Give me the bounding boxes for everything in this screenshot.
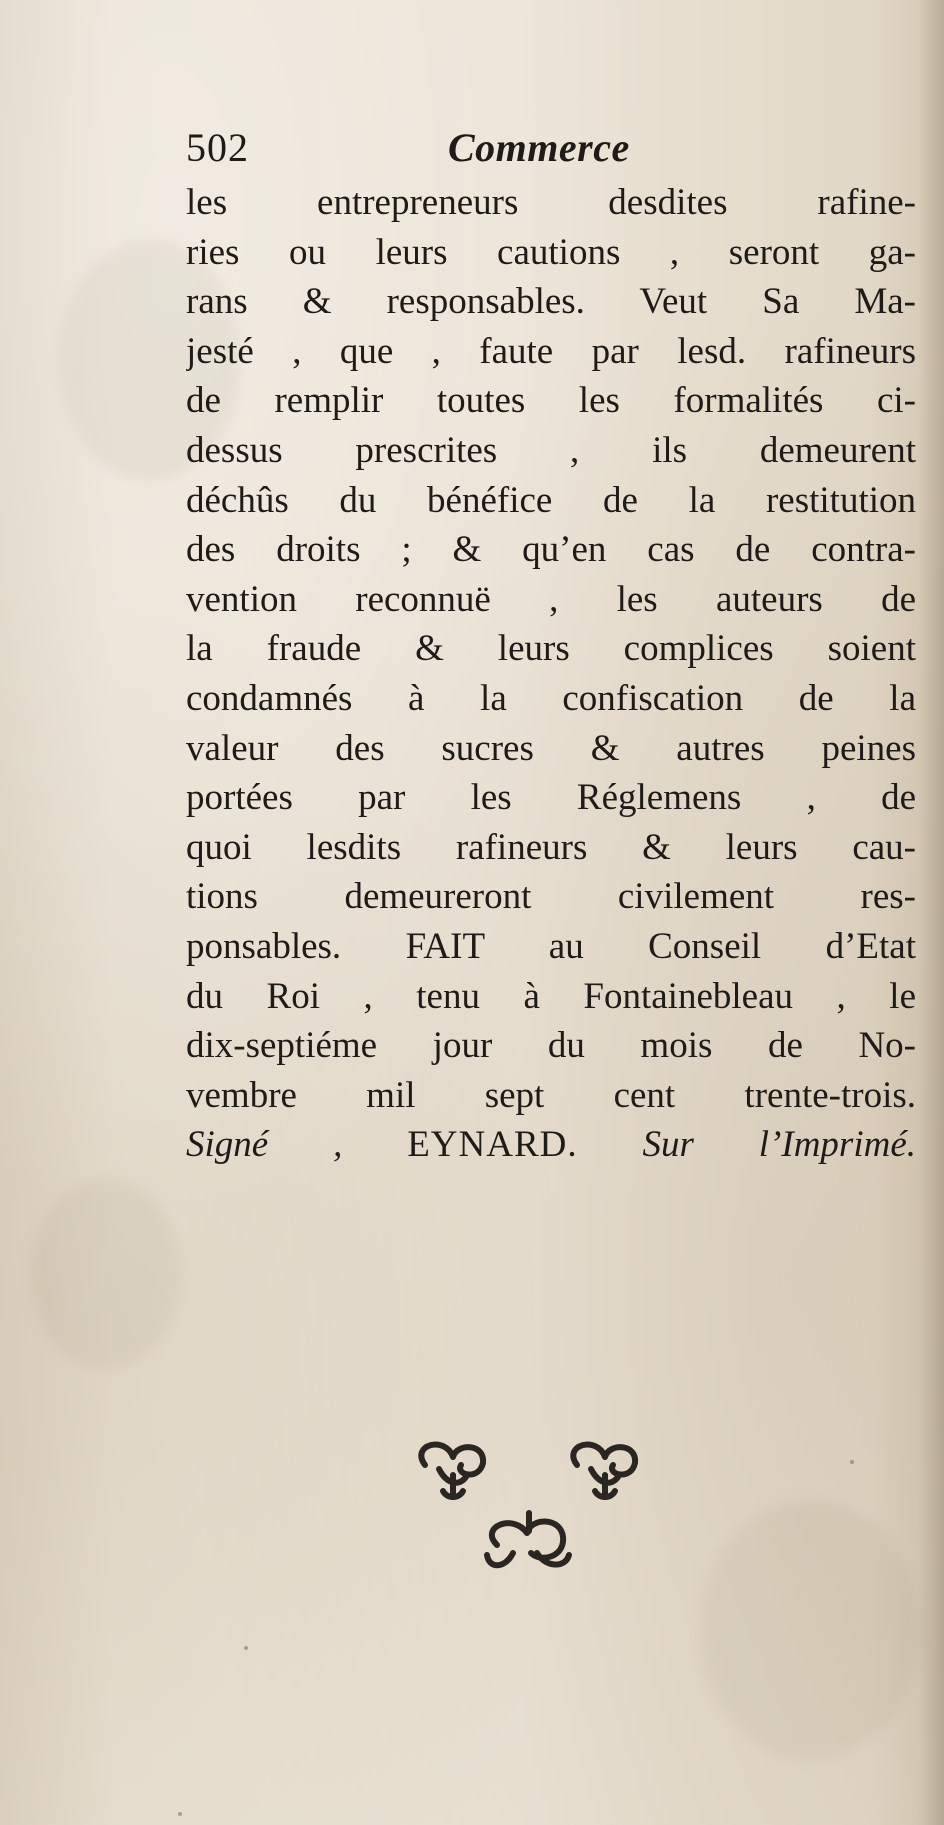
- text-line: les entrepreneurs desdites rafine-: [186, 182, 916, 223]
- paper-stain: [700, 1500, 920, 1760]
- signature-name: EYNARD.: [407, 1124, 578, 1166]
- page-edge-shadow: [918, 0, 944, 1825]
- text-line: la fraude & leurs complices soient: [186, 628, 916, 670]
- text-line: jesté , que , faute par lesd. rafineurs: [186, 330, 916, 372]
- text-line: ponsables. FAIT au Conseil d’Etat: [186, 925, 916, 967]
- body-text: [186, 178, 916, 1170]
- text-line: quoi lesdits rafineurs & leurs cau-: [186, 826, 916, 868]
- signature-note: Sur l’Imprimé.: [642, 1124, 916, 1166]
- ink-speck: [850, 1460, 854, 1464]
- text-line: valeur des sucres & autres peines: [186, 727, 916, 769]
- text-line: condamnés à la confiscation de la: [186, 677, 916, 719]
- ink-speck: [244, 1646, 248, 1650]
- text-line: du Roi , tenu à Fontainebleau , le: [186, 975, 916, 1017]
- text-line: portées par les Réglemens , de: [186, 777, 916, 819]
- text-line: tions demeureront civilement res-: [186, 876, 916, 918]
- running-head: [186, 120, 916, 176]
- text-line: vention reconnuë , les auteurs de: [186, 578, 916, 620]
- text-line: de remplir toutes les formalités ci-: [186, 380, 916, 422]
- text-line: dix-septiéme jour du mois de No-: [186, 1025, 916, 1067]
- text-line: dessus prescrites , ils demeurent: [186, 429, 916, 471]
- text-line: des droits ; & qu’en cas de contra-: [186, 529, 916, 571]
- text-line: déchûs du bénéfice de la restitution: [186, 479, 916, 521]
- text-line: rans & responsables. Veut Sa Ma-: [186, 281, 916, 323]
- running-title: Commerce: [448, 125, 630, 170]
- text-line: vembre mil sept cent trente-trois.: [186, 1074, 916, 1116]
- page-number: 502: [186, 125, 249, 170]
- paper-stain: [30, 1180, 180, 1370]
- signature-line: [186, 1120, 916, 1170]
- signature-label: Signé ,: [186, 1124, 343, 1166]
- text-line: ries ou leurs cautions , seront ga-: [186, 231, 916, 273]
- fleuron-ornament-icon: [405, 1435, 695, 1580]
- ink-speck: [178, 1812, 182, 1816]
